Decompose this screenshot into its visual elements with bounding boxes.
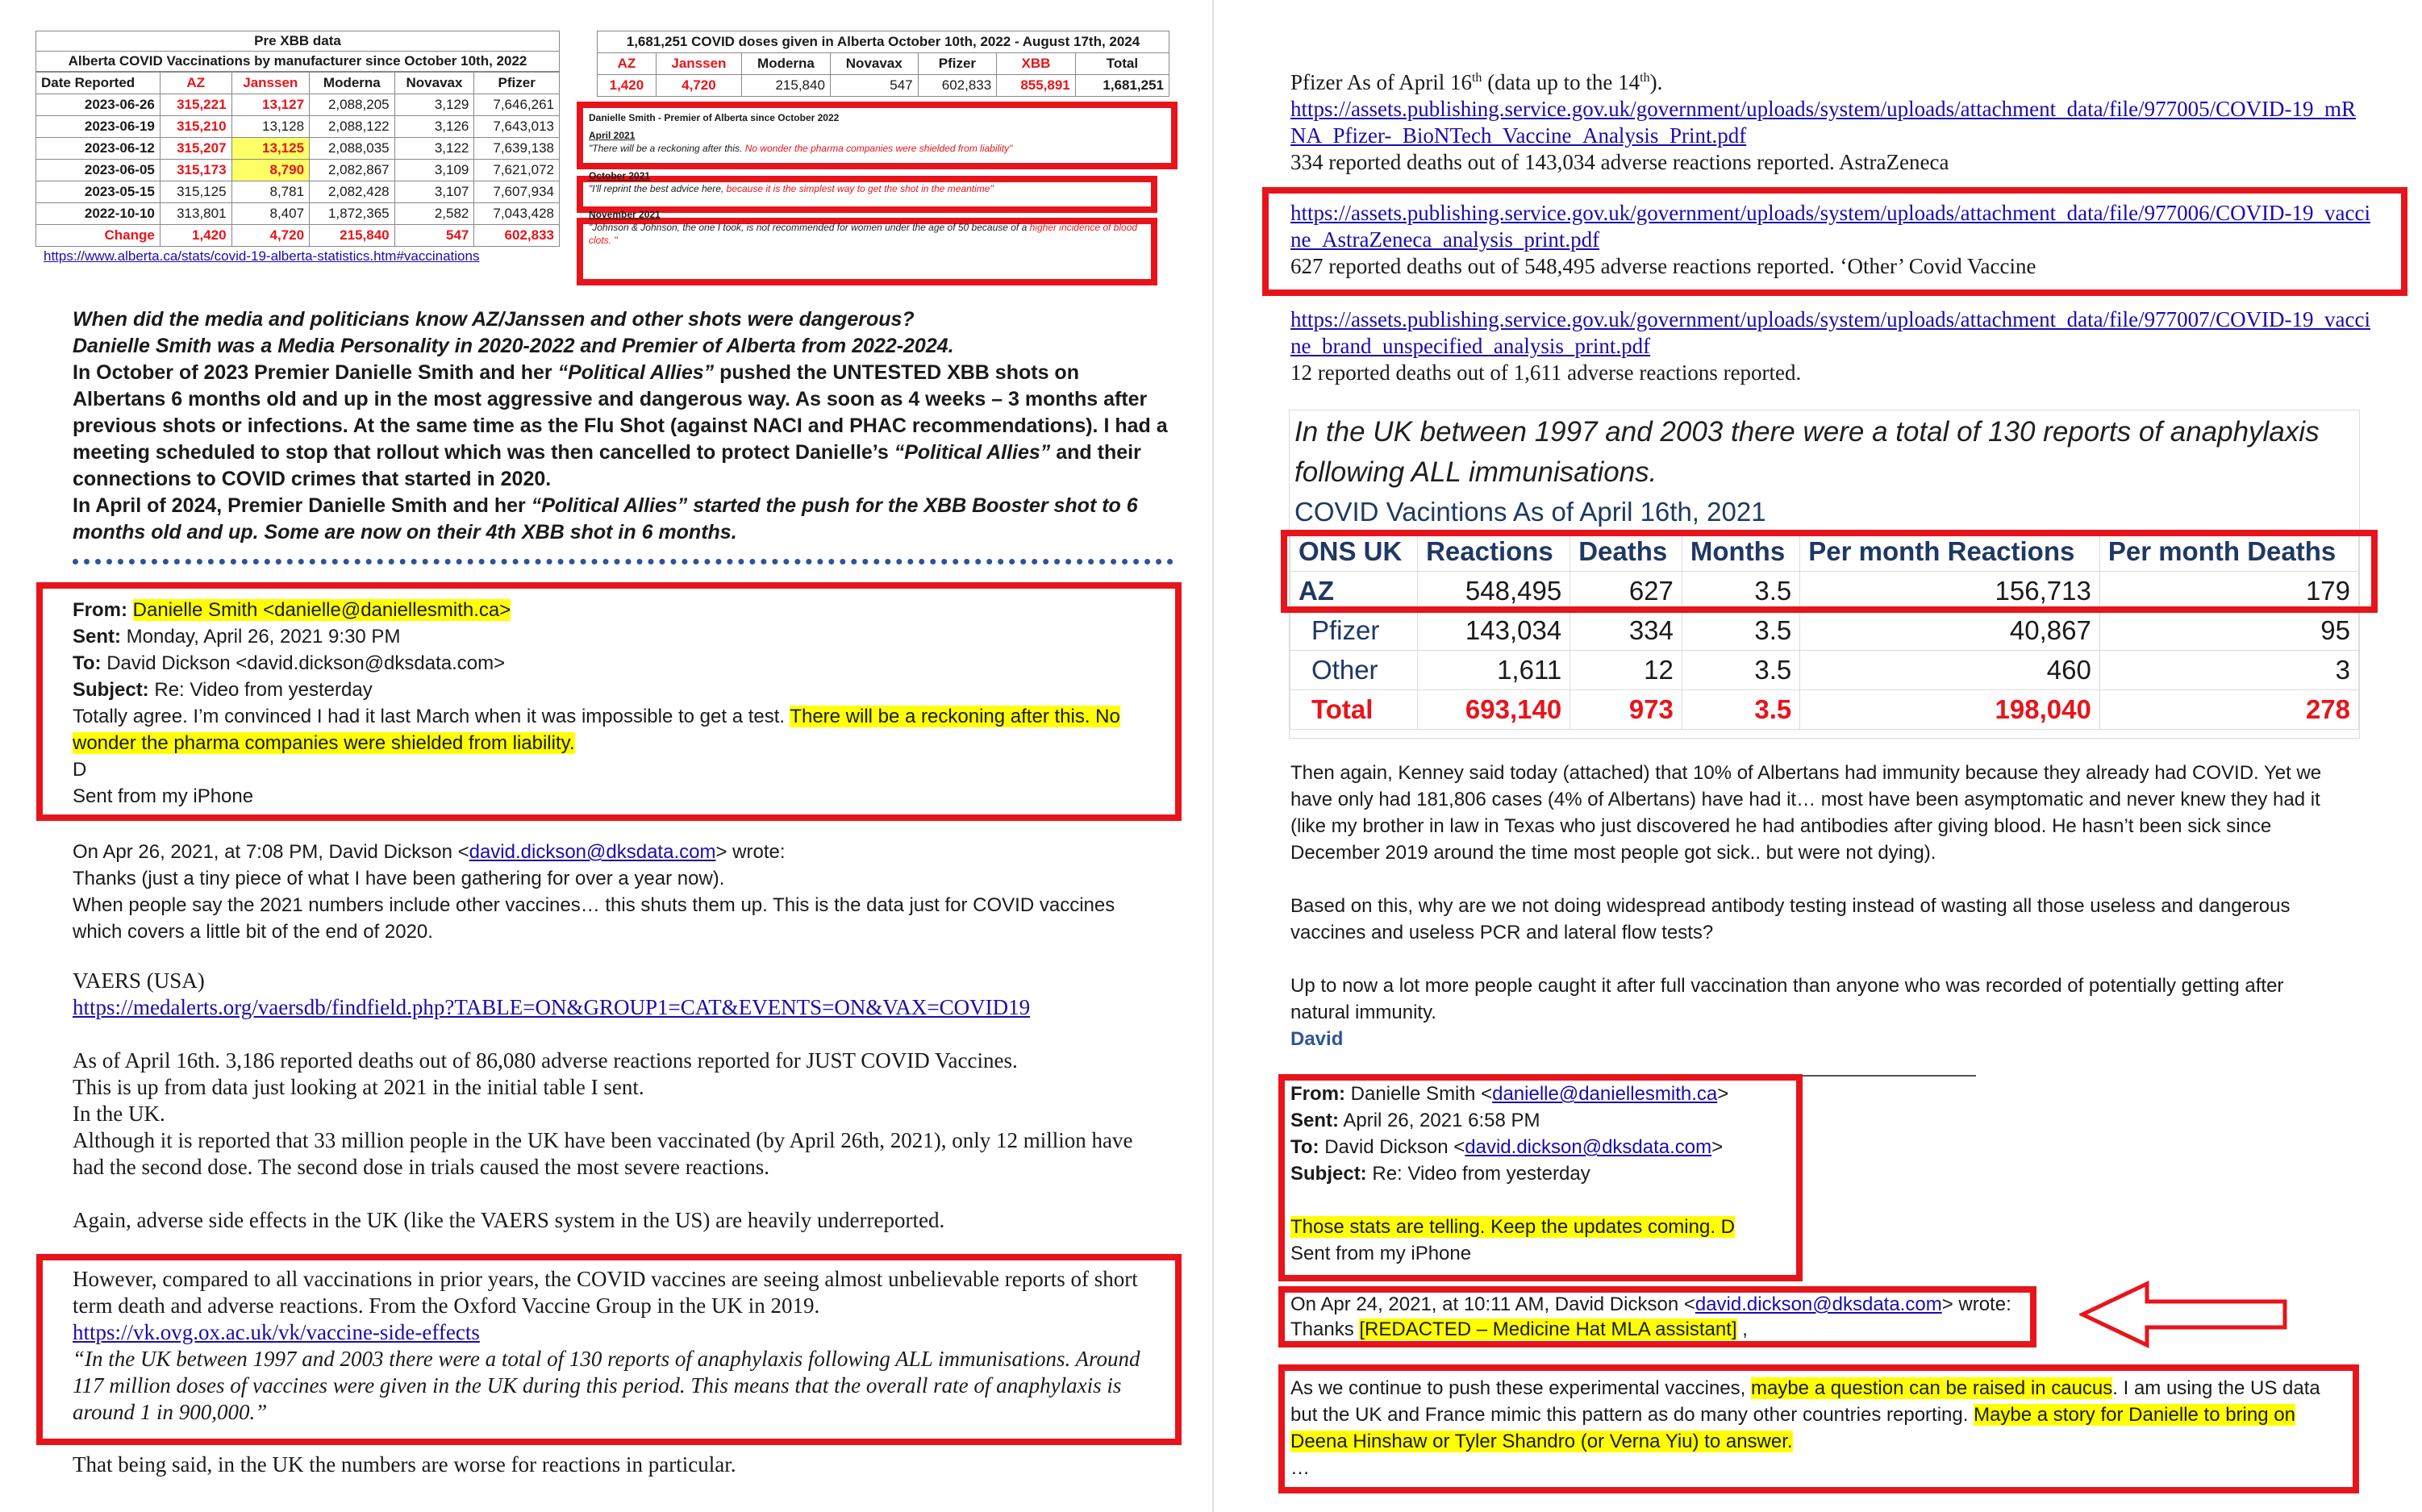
cell: 315,210 (160, 116, 231, 138)
label: Subject: (1290, 1163, 1367, 1185)
col-months: Months (1682, 532, 1799, 572)
email-2 (1290, 1081, 1790, 1267)
cell: 1,681,251 (1075, 75, 1169, 97)
col-deaths: Deaths (1570, 532, 1682, 572)
cell: Total (1290, 690, 1418, 730)
intro-text (73, 306, 1169, 546)
col-novavax: Novavax (830, 53, 918, 75)
caucus-paragraph (1290, 1375, 2347, 1455)
reply-l1: Thanks (just a tiny piece of what I have been gathering for over a year now). (73, 868, 725, 889)
text: In April of 2024, Premier Danielle Smith and her (73, 494, 532, 517)
reply-p2: This is up from data just looking at 2021 in the initial table I sent. (73, 1075, 644, 1099)
col-moderna: Moderna (742, 53, 831, 75)
email-link[interactable]: danielle@daniellesmith.ca (1492, 1083, 1718, 1105)
cell: 8,790 (231, 160, 310, 181)
col-xbb: XBB (997, 53, 1076, 75)
text: On Apr 24, 2021, at 10:11 AM, David Dickson < (1290, 1293, 1695, 1315)
reply-l2: When people say the 2021 numbers include other vaccines… this shuts them up. This is the data just for COVID vaccines which covers a little bit of the end of 2020. (73, 894, 1115, 943)
cell: 3.5 (1682, 611, 1799, 651)
label: To: (73, 652, 102, 674)
cell: 460 (1800, 651, 2100, 690)
cell: 1,611 (1418, 651, 1570, 690)
email-1-to (73, 650, 1153, 677)
intro-p4 (73, 493, 1169, 546)
cell: 315,173 (160, 160, 231, 181)
cell: 7,043,428 (474, 203, 560, 225)
quote-2 (589, 182, 1153, 195)
quote-text: "There will be a reckoning after this. (589, 143, 745, 154)
col-janssen: Janssen (231, 73, 310, 94)
cell: 2,088,205 (310, 94, 395, 116)
cell: 602,833 (918, 75, 997, 97)
text: , (1736, 1318, 1748, 1340)
quote-box-content (589, 111, 1153, 247)
reply-last: That being said, in the UK the numbers are worse for reactions in particular. (73, 1452, 736, 1477)
reply-1-body (73, 968, 1169, 1234)
email-link[interactable]: david.dickson@dksdata.com (469, 841, 716, 863)
cell: 95 (2099, 611, 2358, 651)
label: Subject: (73, 679, 149, 701)
text: “Political Allies” (894, 441, 1051, 464)
cell: 3 (2099, 651, 2358, 690)
quote-date-2: October 2021 (589, 170, 651, 181)
para-kenney: Then again, Kenney said today (attached) that 10% of Albertans had immunity because they already had COVID. Yet we have only had 181,806 cases (4% of Albertans) have had it… most have been asymptomatic and never knew they had it (like my brother in law in Texas who just discovered he had antibodies after giving blood. He hasn’t been sick since December 2019 around the time most people got sick.. but were not dying). (1290, 762, 2322, 864)
col-az: AZ (160, 73, 231, 94)
quote-heading: Danielle Smith - Premier of Alberta since October 2022 (589, 112, 840, 123)
table-row (36, 116, 560, 138)
highlighted-text: Maybe a story for Danielle to bring on Deena Hinshaw or Tyler Shandro (or Verna Yiu) to answer. (1290, 1404, 2295, 1452)
other-report-link[interactable]: https://assets.publishing.service.gov.uk/government/uploads/system/uploads/attachment_data/file/977007/COVID-19_vaccine_brand_unspecified_analysis_print.pdf (1290, 307, 2371, 358)
cell: 215,840 (310, 225, 395, 247)
email-1 (73, 597, 1153, 810)
col-pfizer: Pfizer (474, 73, 560, 94)
ons-highlight-box (1281, 530, 2378, 613)
text: . I am using the US data but the UK and France mimic this pattern as do many other countries reporting. (1290, 1377, 2320, 1426)
redacted-highlight: [REDACTED – Medicine Hat MLA assistant] (1359, 1318, 1737, 1340)
cell: 2023-06-05 (36, 160, 160, 181)
email-1-footer: Sent from my iPhone (73, 785, 254, 807)
cell: 334 (1570, 611, 1682, 651)
quote-3 (589, 221, 1153, 247)
dotted-divider (73, 559, 1173, 564)
vaers-label: VAERS (USA) (73, 968, 205, 993)
oxford-p1: However, compared to all vaccinations in prior years, the COVID vaccines are seeing almost unbelievable reports of short term death and adverse reactions. From the Oxford Vaccine Group in the UK in 2019. (73, 1267, 1138, 1318)
cell: 2,082,428 (310, 181, 395, 203)
pre-xbb-subtitle: Alberta COVID Vaccinations by manufacturer since October 10th, 2022 (35, 51, 560, 72)
text: In October of 2023 Premier Danielle Smith and her (73, 361, 558, 384)
text: > (1717, 1083, 1729, 1105)
email-1-body (73, 703, 1153, 756)
ons-heading: In the UK between 1997 and 2003 there were a total of 130 reports of anaphylaxis following ALL immunisations. (1294, 416, 2320, 488)
cell: 3.5 (1682, 690, 1799, 730)
cell: 315,221 (160, 94, 231, 116)
from-value: Danielle Smith <danielle@daniellesmith.ca> (132, 599, 511, 621)
page-divider (1212, 0, 1214, 1512)
cell: 602,833 (474, 225, 560, 247)
pfizer-line (1290, 65, 2371, 96)
email-1-sent (73, 623, 1153, 650)
cell: 278 (2099, 690, 2358, 730)
cell: 13,127 (231, 94, 310, 116)
col-moderna: Moderna (310, 73, 395, 94)
cell: 156,713 (1800, 572, 2100, 611)
text: and their connections to COVID crimes that started in 2020. (73, 441, 1141, 490)
doses-header-row (598, 53, 1169, 75)
label: From: (1290, 1083, 1345, 1105)
cell: 3.5 (1682, 651, 1799, 690)
signature-david: David (1290, 1028, 1344, 1050)
email-1-from (73, 597, 1153, 623)
doses-title: 1,681,251 COVID doses given in Alberta October 10th, 2022 - August 17th, 2024 (597, 31, 1169, 52)
email-2-body (1290, 1214, 1790, 1240)
ons-subheading: COVID Vacintions As of April 16th, 2021 (1294, 497, 1766, 527)
left-arrow-icon (2079, 1281, 2289, 1348)
text: (data up to the 14 (1482, 70, 1640, 94)
cell: 2,088,035 (310, 138, 395, 160)
superscript: th (1471, 71, 1482, 85)
doses-values-row (598, 75, 1169, 97)
pfizer-deaths-text: 334 reported deaths out of 143,034 adverse reactions reported. AstraZeneca (1290, 150, 1949, 174)
text: > (1711, 1136, 1724, 1158)
pfizer-report-link[interactable]: https://assets.publishing.service.gov.uk/government/uploads/system/uploads/attachment_data/file/977005/COVID-19_mRNA_Pfizer-_BioNTech_Vaccine_Analysis_Print.pdf (1290, 97, 2357, 148)
para-antibody: Based on this, why are we not doing widespread antibody testing instead of wasting all those useless and dangerous vaccines and useless PCR and lateral flow tests? (1290, 895, 2291, 943)
cell: 7,643,013 (474, 116, 560, 138)
cell: 2,582 (394, 203, 474, 225)
cell: 8,781 (231, 181, 310, 203)
cell: AZ (1290, 572, 1418, 611)
quote-text: "I'll reprint the best advice here, (589, 183, 727, 194)
label: Sent: (73, 626, 121, 648)
astrazeneca-section (1290, 200, 2371, 280)
reply-header (73, 839, 1169, 865)
text: “Political Allies” started the push for the XBB Booster shot to 6 months old and up. Some are now on their 4th XBB shot in 6 months. (73, 494, 1138, 544)
pre-xbb-table-block (35, 31, 560, 264)
col-janssen: Janssen (656, 53, 741, 75)
cell: Pfizer (1290, 611, 1418, 651)
pre-xbb-header-row (36, 73, 560, 94)
pre-xbb-title: Pre XBB data (35, 31, 560, 51)
cell: 2,088,122 (310, 116, 395, 138)
text: David Dickson < (1324, 1136, 1465, 1158)
alberta-stats-link[interactable]: https://www.alberta.ca/stats/covid-19-alberta-statistics.htm#vaccinations (44, 248, 480, 264)
cell: 3,129 (394, 94, 474, 116)
cell: 1,420 (598, 75, 657, 97)
email-2-subject (1290, 1160, 1790, 1187)
text: Thanks (1290, 1318, 1360, 1340)
col-reactions: Reactions (1418, 532, 1570, 572)
col-novavax: Novavax (394, 73, 474, 94)
cell: Other (1290, 651, 1418, 690)
cell: 627 (1570, 572, 1682, 611)
text: “Political Allies” (557, 361, 715, 384)
quote-date-3: November 2021 (589, 209, 661, 220)
reply-2-header (1290, 1292, 2032, 1317)
intro-p1: When did the media and politicians know AZ/Janssen and other shots were dangerous? (73, 308, 915, 331)
reply-p5: Again, adverse side effects in the UK (like the VAERS system in the US) are heavily underreported. (73, 1208, 945, 1232)
email-2-sent (1290, 1107, 1790, 1134)
email-link[interactable]: david.dickson@dksdata.com (1465, 1136, 1712, 1158)
reply-1-header (73, 839, 1169, 945)
intro-p3 (73, 360, 1169, 493)
reply-2 (1290, 1292, 2032, 1342)
cell: 3,126 (394, 116, 474, 138)
cell: 547 (830, 75, 918, 97)
quote-text-red: because it is the simplest way to get the shot in the meantime" (726, 183, 994, 194)
cell: 7,621,072 (474, 160, 560, 181)
reply-2-thanks (1290, 1317, 2032, 1342)
highlighted-text: There will be a reckoning after this. No wonder the pharma companies were shielded from liability. (73, 706, 1120, 754)
cell: 215,840 (742, 75, 831, 97)
caucus-ellipsis: … (1290, 1457, 1310, 1479)
doses-table (597, 52, 1169, 97)
astrazeneca-report-link[interactable]: https://assets.publishing.service.gov.uk/government/uploads/system/uploads/attachment_data/file/977006/COVID-19_vaccine_AstraZeneca_analysis_print.pdf (1290, 201, 2371, 252)
pfizer-section (1290, 65, 2371, 176)
change-row (36, 225, 560, 247)
text: ). (1649, 70, 1663, 94)
cell: 3,107 (394, 181, 474, 203)
cell: 315,125 (160, 181, 231, 203)
intro-p2: Danielle Smith was a Media Personality in 2020-2022 and Premier of Alberta from 2022-2024. (73, 335, 954, 357)
cell: 8,407 (231, 203, 310, 225)
cell: 3.5 (1682, 572, 1799, 611)
oxford-quote: “In the UK between 1997 and 2003 there were a total of 130 reports of anaphylaxis following ALL immunisations. Around 117 million doses of vaccines were given in the UK during this period. This means that the overall rate of anaphylaxis is around 1 in 900,000.” (73, 1347, 1140, 1424)
highlighted-text: Those stats are telling. Keep the updates coming. D (1290, 1216, 1735, 1238)
vaers-link[interactable]: https://medalerts.org/vaersdb/findfield.php?TABLE=ON&GROUP1=CAT&EVENTS=ON&VAX=COVID19 (73, 995, 1031, 1019)
cell: 693,140 (1418, 690, 1570, 730)
col-total: Total (1075, 53, 1169, 75)
cell: 4,720 (656, 75, 741, 97)
oxford-link[interactable]: https://vk.ovg.ox.ac.uk/vk/vaccine-side-effects (73, 1320, 480, 1344)
cell: 1,872,365 (310, 203, 395, 225)
right-paragraphs (1290, 760, 2347, 1052)
cell: 2023-06-12 (36, 138, 160, 160)
quote-1 (589, 142, 1153, 155)
cell: 315,207 (160, 138, 231, 160)
reply-p4: Although it is reported that 33 million people in the UK have been vaccinated (by April 26th, 2021), only 12 million have had the second dose. The second dose in trials caused the most severe reactions. (73, 1128, 1133, 1179)
subject-value: Re: Video from yesterday (1372, 1163, 1590, 1185)
cell: 7,639,138 (474, 138, 560, 160)
text: Pfizer As of April 16 (1290, 70, 1472, 94)
cell: 143,034 (1418, 611, 1570, 651)
oxford-box-content (73, 1266, 1153, 1426)
quote-date-1: April 2021 (589, 130, 636, 141)
label: To: (1290, 1136, 1319, 1158)
table-row (1290, 611, 2359, 651)
cell: 547 (394, 225, 474, 247)
sent-value: Monday, April 26, 2021 9:30 PM (126, 626, 401, 648)
pre-xbb-table (35, 72, 560, 247)
email-1-sign: D (73, 759, 87, 781)
col-az: AZ (598, 53, 657, 75)
cell: 13,125 (231, 138, 310, 160)
text: Danielle Smith < (1350, 1083, 1493, 1105)
quote-text-red: higher incidence of blood clots. " (589, 222, 1138, 246)
cell: 13,128 (231, 116, 310, 138)
col-per-month-deaths: Per month Deaths (2099, 532, 2358, 572)
cell: 3,109 (394, 160, 474, 181)
email-link[interactable]: david.dickson@dksdata.com (1695, 1293, 1942, 1315)
table-row (1290, 651, 2359, 690)
subject-value: Re: Video from yesterday (154, 679, 373, 701)
highlighted-text: maybe a question can be raised in caucus (1750, 1377, 2113, 1399)
cell: 179 (2099, 572, 2358, 611)
total-row (1290, 690, 2359, 730)
email-2-to (1290, 1134, 1790, 1160)
sent-value: April 26, 2021 6:58 PM (1343, 1110, 1540, 1131)
cell: 3,122 (394, 138, 474, 160)
text: Totally agree. I’m convinced I had it last March when it was impossible to get a test. (73, 706, 790, 727)
table-row (36, 94, 560, 116)
table-row (36, 160, 560, 181)
table-row (36, 181, 560, 203)
email-2-from (1290, 1081, 1790, 1107)
col-ons-uk: ONS UK (1290, 532, 1418, 572)
cell: 313,801 (160, 203, 231, 225)
label: From: (73, 599, 127, 621)
reply-p3: In the UK. (73, 1102, 165, 1126)
cell: 2,082,867 (310, 160, 395, 181)
text: pushed the UNTESTED XBB shots on Albertans 6 months old and up in the most aggressive and dangerous way. As soon as 4 weeks – 3 months after previous shots or infections. At the same time as the Flu Shot (against NACI and PHAC recommendations). I had a meeting scheduled to stop that rollout which was then cancelled to protect Danielle’s (73, 361, 1168, 464)
cell: 973 (1570, 690, 1682, 730)
label: Sent: (1290, 1110, 1339, 1131)
superscript: th (1640, 71, 1650, 85)
quote-text-red: No wonder the pharma companies were shielded from liability" (744, 143, 1013, 154)
cell: 548,495 (1418, 572, 1570, 611)
cell: 2023-06-26 (36, 94, 160, 116)
reply-p1: As of April 16th. 3,186 reported deaths out of 86,080 adverse reactions reported for JUST COVID Vaccines. (73, 1048, 1018, 1073)
other-deaths-text: 12 reported deaths out of 1,611 adverse reactions reported. (1290, 360, 1802, 385)
cell: 2023-05-15 (36, 181, 160, 203)
para-immunity: Up to now a lot more people caught it after full vaccination than anyone who was recorded of potentially getting after natural immunity. (1290, 975, 2284, 1023)
cell: 2022-10-10 (36, 203, 160, 225)
col-date: Date Reported (36, 73, 160, 94)
cell: 2023-06-19 (36, 116, 160, 138)
cell: 4,720 (231, 225, 310, 247)
cell: 7,646,261 (474, 94, 560, 116)
table-row (36, 138, 560, 160)
email-2-footer: Sent from my iPhone (1290, 1243, 1472, 1264)
astrazeneca-deaths-text: 627 reported deaths out of 548,495 adverse reactions reported. ‘Other’ Covid Vaccine (1290, 254, 2036, 278)
col-per-month-reactions: Per month Reactions (1800, 532, 2100, 572)
to-value: David Dickson <david.dickson@dksdata.com> (106, 652, 506, 674)
quote-text: "Johnson & Johnson, the one I took, is not recommended for women under the age of 50 because of a (589, 222, 1030, 233)
caucus-text (1290, 1375, 2347, 1481)
col-pfizer: Pfizer (918, 53, 997, 75)
cell: 1,420 (160, 225, 231, 247)
cell: 7,607,934 (474, 181, 560, 203)
other-section (1290, 306, 2371, 386)
text: > wrote: (715, 841, 786, 863)
text: > wrote: (1941, 1293, 2011, 1315)
doses-table-block (597, 31, 1169, 97)
cell: 12 (1570, 651, 1682, 690)
cell: Change (36, 225, 160, 247)
table-row (36, 203, 560, 225)
cell: 855,891 (997, 75, 1076, 97)
email-1-subject (73, 677, 1153, 703)
cell: 40,867 (1800, 611, 2100, 651)
text: As we continue to push these experimental vaccines, (1290, 1377, 1751, 1399)
text: On Apr 26, 2021, at 7:08 PM, David Dickson < (73, 841, 469, 863)
cell: 198,040 (1800, 690, 2100, 730)
